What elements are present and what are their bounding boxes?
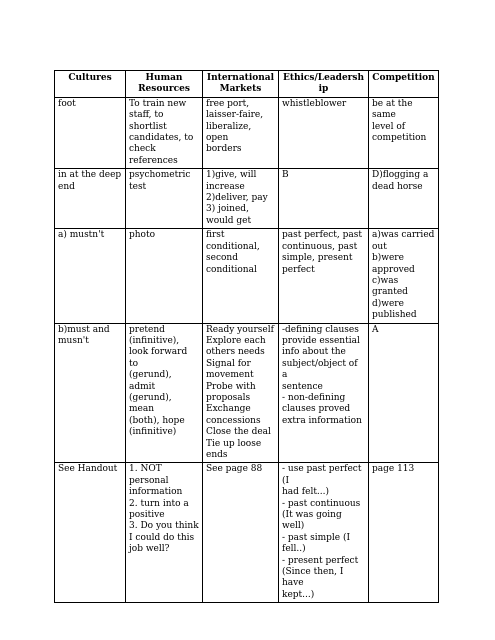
table-cell: -defining clauses provide essential info about the subject/object of a sentence - non-defining clauses proved extra information [279,323,369,463]
table-cell: in at the deep end [55,169,126,229]
table-row [55,97,439,168]
table-cell: a) mustn't [55,229,126,323]
table-cell: whistleblower [279,97,369,168]
table-cell: See Handout [55,463,126,603]
table-cell: To train new staff, to shortlist candidates, to check references [126,97,203,168]
table-cell: D)flogging a dead horse [369,169,439,229]
table-cell: psychometric test [126,169,203,229]
table-cell: free port, laisser-faire, liberalize, open borders [203,97,279,168]
table-cell: B [279,169,369,229]
table-header-row [55,71,439,98]
table-cell: 1)give, will increase 2)deliver, pay 3) joined, would get [203,169,279,229]
table-cell: 1. NOT personal information 2. turn into a positive 3. Do you think I could do this job well? [126,463,203,603]
table-cell: page 113 [369,463,439,603]
table-cell: A [369,323,439,463]
table-cell: a)was carried out b)were approved c)was granted d)were published [369,229,439,323]
header-competition: Competition [369,71,439,98]
table-cell: Ready yourself Explore each others needs Signal for movement Probe with proposals Exchange concessions Close the deal Tie up loose ends [203,323,279,463]
table-cell: - use past perfect (I had felt...) - past continuous (It was going well) - past simple (I fell..) - present perfect (Since then, I have kept...) [279,463,369,603]
table-row [55,323,439,463]
table-cell: b)must and musn't [55,323,126,463]
table-cell: photo [126,229,203,323]
table-cell: foot [55,97,126,168]
table-cell: See page 88 [203,463,279,603]
table-cell: first conditional, second conditional [203,229,279,323]
table-cell: pretend (infinitive), look forward to (gerund), admit (gerund), mean (both), hope (infinitive) [126,323,203,463]
header-cultures: Cultures [55,71,126,98]
table-cell: be at the same level of competition [369,97,439,168]
header-human-resources: Human Resources [126,71,203,98]
table-row [55,229,439,323]
header-ethics-leadership: Ethics/Leadership [279,71,369,98]
table-row [55,463,439,603]
header-international-markets: International Markets [203,71,279,98]
table-cell: past perfect, past continuous, past simple, present perfect [279,229,369,323]
table-row [55,169,439,229]
answer-table [54,70,439,603]
